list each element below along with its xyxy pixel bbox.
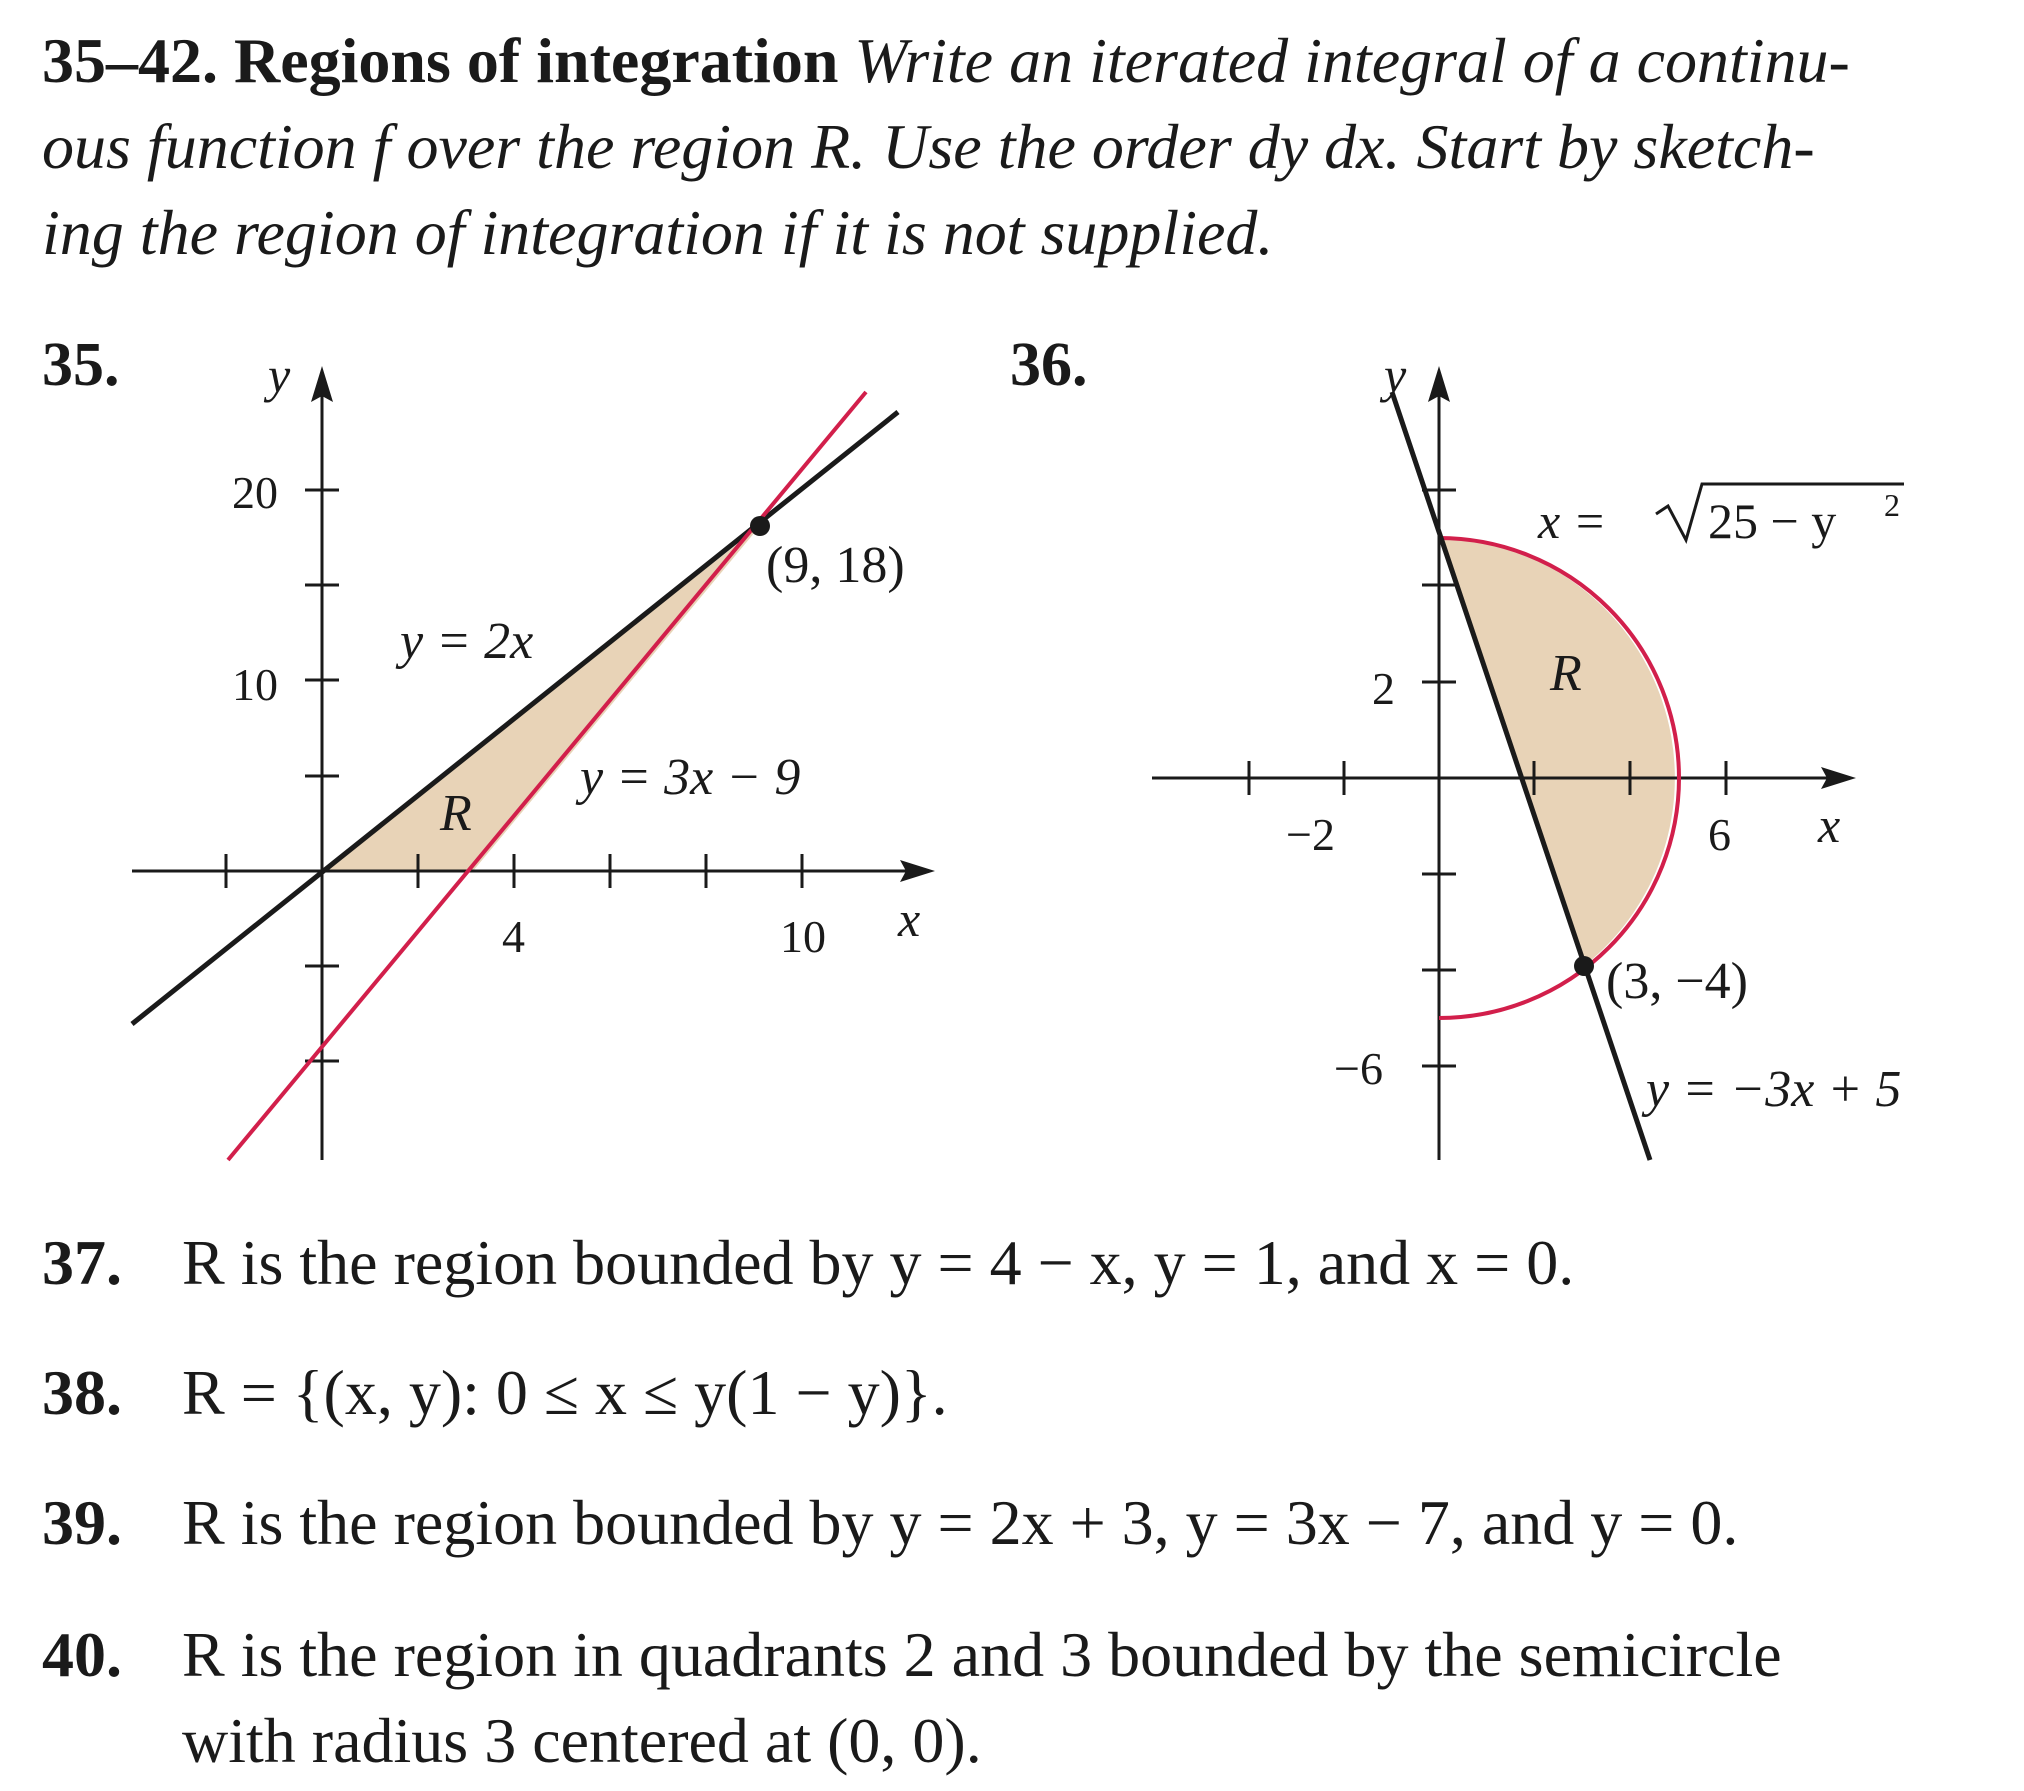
problem-number: 40. — [42, 1619, 122, 1690]
problem-39 — [42, 1480, 2002, 1566]
problem-text: R is the region bounded by y = 4 − x, y = 1, and x = 0. — [182, 1227, 1575, 1298]
curve-label-radicand: 25 − y — [1708, 493, 1837, 549]
x-tick-label-10: 10 — [780, 911, 826, 962]
problem-text: R is the region in quadrants 2 and 3 bounded by the semicircle — [182, 1619, 1782, 1690]
exercise-title: Regions of integration — [234, 25, 839, 96]
region-label-36: R — [1550, 645, 1582, 702]
exercise-range: 35–42. — [42, 25, 218, 96]
problem-number-36: 36. — [1010, 331, 1088, 399]
point-label-9-18: (9, 18) — [766, 537, 905, 594]
problem-text-continued: with radius 3 centered at (0, 0). — [182, 1705, 982, 1776]
problem-number: 39. — [42, 1487, 122, 1558]
x-axis-label-36: x — [1818, 797, 1841, 853]
point-label-3-neg4: (3, −4) — [1606, 953, 1748, 1010]
label-y-3x-9: y = 3x − 9 — [580, 749, 801, 806]
x-tick-label-6: 6 — [1708, 809, 1731, 860]
figure-36 — [1152, 347, 1904, 1160]
problem-number: 38. — [42, 1357, 122, 1428]
instructions-line-1: Write an iterated integral of a continu- — [854, 25, 1850, 96]
curve-label-exponent: 2 — [1884, 487, 1900, 523]
intersection-point-35 — [750, 516, 770, 536]
problem-number: 37. — [42, 1227, 122, 1298]
y-tick-label-20: 20 — [232, 467, 278, 518]
problem-38 — [42, 1350, 2002, 1436]
label-y-neg3x-5: y = −3x + 5 — [1646, 1061, 1902, 1118]
intersection-point-36 — [1574, 956, 1594, 976]
label-y-2x: y = 2x — [400, 613, 534, 670]
figure-35 — [132, 347, 935, 1160]
y-tick-label-10: 10 — [232, 659, 278, 710]
y-axis-label-35: y — [268, 347, 291, 403]
y-tick-label-2: 2 — [1372, 663, 1395, 714]
region-label-35: R — [440, 785, 472, 842]
problem-text: R = {(x, y): 0 ≤ x ≤ y(1 − y)}. — [182, 1357, 948, 1428]
problem-text: R is the region bounded by y = 2x + 3, y = 3x − 7, and y = 0. — [182, 1487, 1739, 1558]
instructions-line-2: ous function f over the region R. Use the order dy dx. Start by sketch- — [42, 111, 1815, 182]
problem-40 — [42, 1612, 2002, 1784]
instructions-line-3: ing the region of integration if it is not supplied. — [42, 197, 1274, 268]
x-tick-label-4: 4 — [502, 911, 525, 962]
curve-label-semicircle — [1537, 484, 1904, 549]
problem-37 — [42, 1220, 2002, 1306]
region-r-36 — [1439, 538, 1675, 966]
y-axis-label-36: y — [1384, 347, 1407, 403]
problem-text-block — [182, 1612, 2002, 1784]
y-tick-label-neg6: −6 — [1334, 1043, 1383, 1094]
problem-number-35: 35. — [42, 331, 120, 399]
curve-label-lhs: x = — [1538, 493, 1607, 549]
x-tick-label-neg2: −2 — [1286, 809, 1335, 860]
x-axis-label-35: x — [898, 891, 921, 947]
